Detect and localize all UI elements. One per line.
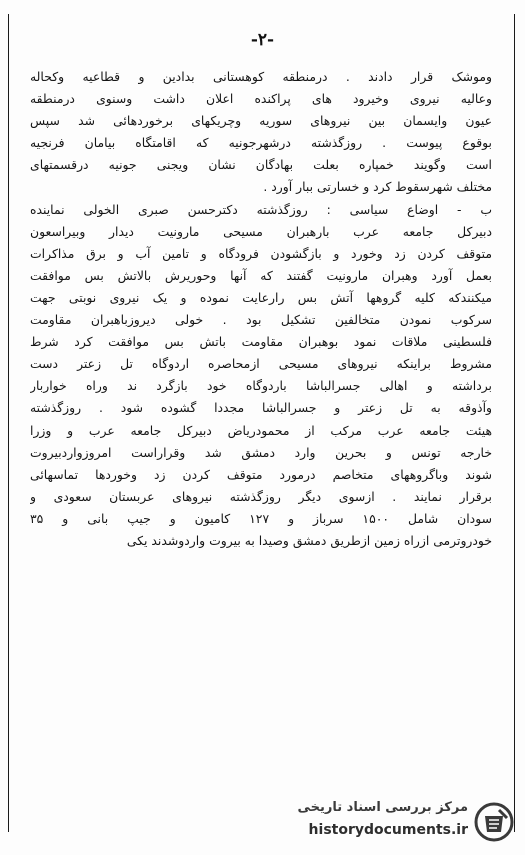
text-line: مشروط براینکه نیروهای مسیحی ازمحاصره اردوگاه تل زعتر دست (30, 356, 492, 372)
text-line: خودروترمی ازراه زمین ازطریق دمشق وصیدا به بیروت واردوشدند یکی (126, 532, 492, 548)
archive-emblem-icon (474, 802, 514, 842)
text-line: شوند وباگروههای متخاصم درمورد متوقف کردن زد وخوردها تماسهائی (30, 466, 492, 482)
watermark-title: مرکز بررسی اسناد تاریخی (297, 800, 468, 815)
text-line: وآذوقه به تل زعتر و جسرالباشا مجددا گشوده شود . روزگذشته (30, 400, 492, 416)
text-line: فلسطینی ملاقات نمود بوهبران مقاومت باتش بس موافقت کرد شرط (30, 334, 492, 350)
watermark-url: historydocuments.ir (308, 822, 468, 838)
text-line: خارجه تونس و بحرین وارد دمشق شد وقراراست امروزواردبیروت (30, 444, 492, 460)
text-line: میکنندکه کلیه گروهها آتش بس رارعایت نموده و یک نیروی نوبتی جهت (30, 289, 492, 305)
text-line: است وگویند خمپاره بعلت بهادگان نشان ویجنی جونیه درقسمتهای (30, 157, 492, 173)
watermark-logo (236, 800, 518, 850)
text-line: برداشته و اهالی جسرالباشا باردوگاه خود بازگرد ند وراه خواربار (30, 378, 492, 394)
text-line: بعمل آورد وهبران مارونیت گفتند که آنها وحوریرش بالاتش بس موافقت (30, 267, 492, 283)
left-border-line (8, 14, 9, 832)
page-number: -۲- (250, 30, 275, 50)
text-line: عیون وایسمان بین نیروهای سوریه وچریکهای برخوردهائی شد سپس (30, 113, 492, 129)
text-line: وموشک قرار دادند . درمنطقه کوهستانی بدادین و قطاعیه وکحاله (30, 69, 492, 84)
text-line: هیئت جامعه عرب مرکب از محمودریاض دبیرکل جامعه عرب و وزرا (30, 422, 492, 438)
right-border-line (514, 14, 515, 832)
text-line: مختلف شهرسقوط کرد و خسارتی ببار آورد . (263, 179, 492, 195)
text-line: متوقف کردن زد وخورد و بازگشودن فرودگاه و تامین آب و برق مذاکرات (30, 245, 492, 261)
text-line: برقرار نمایند . ازسوی دیگر روزگذشته نیروهای عربستان سعودی و (30, 488, 492, 504)
text-line: وعالیه نیروی وخیرود های پراکنده اعلان داشت وسنوی درمنطقه (30, 91, 492, 107)
text-line: ب - اوضاع سیاسی : روزگذشته دکترحسن صبری الخولی نماینده (30, 201, 492, 217)
text-line: سودان شامل ۱۵۰۰ سرباز و ۱۲۷ کامیون و جیپ بانی و ۳۵ (30, 510, 492, 526)
text-line: بوقوع پیوست . روزگذشته درشهرجونیه که اقامتگاه بیامان فرنجیه (30, 135, 492, 151)
text-line: دبیرکل جامعه عرب بارهبران مسیحی مارونیت دیدار وبیراسعون (30, 223, 492, 239)
document-body (30, 66, 492, 552)
text-line: سرکوب نمودن متخالفین تشکیل بود . خولی دیروزباهبران مقاومت (30, 312, 492, 328)
